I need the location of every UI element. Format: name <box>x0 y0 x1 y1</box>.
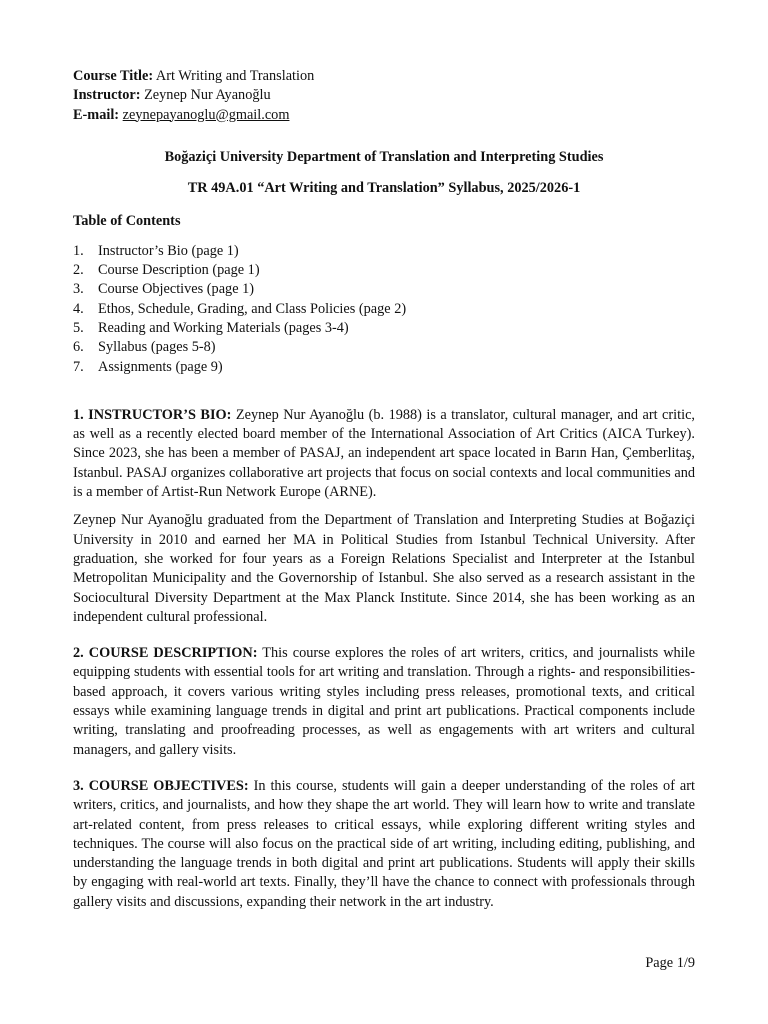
syllabus-title: TR 49A.01 “Art Writing and Translation” Syllabus, 2025/2026-1 <box>187 180 581 197</box>
department-heading: Boğaziçi University Department of Translation and Interpreting Studies <box>164 148 604 165</box>
toc-item-text: Course Description (page 1) <box>98 262 260 279</box>
toc-item-text: Ethos, Schedule, Grading, and Class Policies (page 2) <box>98 300 407 317</box>
toc-item-text: Instructor’s Bio (page 1) <box>98 242 239 259</box>
course-title-value: Art Writing and Translation <box>155 68 315 84</box>
toc-item <box>73 358 695 377</box>
course-title-label: Course Title: <box>73 68 154 84</box>
page-number: Page 1/9 <box>645 955 695 971</box>
toc-item <box>73 242 695 261</box>
bio-text: Zeynep Nur Ayanoğlu (b. 1988) is a translator, cultural manager, and art critic, as well as a recently elected board member of the International Association of Art Critics (AICA Turkey). Since 2023, she has been a member of PASAJ, an independent art space located in Barın Han, Çemberlitaş, Istanbul. PASAJ organizes collaborative art projects that focus on social contexts and local communities and is a member of Artist-Run Network Europe (ARNE). <box>73 406 695 501</box>
instructor-label: Instructor: <box>73 87 141 104</box>
instructor-value: Zeynep Nur Ayanoğlu <box>144 87 271 104</box>
toc-item <box>73 300 695 319</box>
toc-item-text: Assignments (page 9) <box>98 358 223 375</box>
toc-item-number: 2. <box>73 262 84 279</box>
toc-title: Table of Contents <box>73 213 181 230</box>
toc-item-number: 4. <box>73 300 84 317</box>
bio-heading: 1. INSTRUCTOR’S BIO: <box>73 406 232 423</box>
toc-item <box>73 261 695 280</box>
course-description-heading: 2. COURSE DESCRIPTION: <box>73 645 258 662</box>
toc-item-number: 6. <box>73 339 84 356</box>
email-line <box>73 106 695 125</box>
toc-item-number: 5. <box>73 319 84 336</box>
toc-item-text: Syllabus (pages 5-8) <box>98 339 216 356</box>
toc-item-number: 7. <box>73 358 84 375</box>
toc-item <box>73 319 695 338</box>
course-title-line <box>73 67 695 86</box>
course-objectives-text: In this course, students will gain a deeper understanding of the roles of art writers, critics, and journalists, and how they shape the art world. They will learn how to write and translate art-related content, from press releases to critical essays, while exploring different writing styles and techniques. The course will also focus on the practical side of art writing, including editing, publishing, and understanding the language trends in both digital and print art publications. Students will apply their skills by engaging with real-world art texts. Finally, they’ll have the chance to connect with professionals through gallery visits and discussions, expanding their network in the art industry. <box>73 777 696 910</box>
course-objectives-heading: 3. COURSE OBJECTIVES: <box>73 777 249 794</box>
course-description-text: This course explores the roles of art writers, critics, and journalists while equipping students with essential tools for art writing and translation. Through a rights- and responsibilities-based approach, it covers various writing styles including press releases, promotional texts, and critical essays while examining language trends in digital and print art publications. Practical components include writing, translating and proofreading processes, as well as engagements with art writers and cultural managers, and gallery visits. <box>73 645 695 758</box>
email-link[interactable]: zeynepayanoglu@gmail.com <box>122 106 290 123</box>
toc-item-text: Course Objectives (page 1) <box>98 281 255 298</box>
bio-paragraph-2: Zeynep Nur Ayanoğlu graduated from the Department of Translation and Interpreting Studies at Boğaziçi University in 2010 and earned her MA in Political Studies from Istanbul Technical University. After graduation, she worked for four years as a Foreign Relations Specialist and Interpreter at the Istanbul Metropolitan Municipality and the Governorship of Istanbul. She also served as a research assistant in the Sociocultural Diversity Department at the Max Planck Institute. Since 2014, she has been working as an independent cultural professional. <box>73 512 695 625</box>
email-label: E-mail: <box>73 106 120 123</box>
table-of-contents <box>73 242 695 377</box>
toc-item-number: 3. <box>73 281 84 298</box>
toc-item-number: 1. <box>73 242 84 259</box>
course-description-paragraph <box>73 644 695 760</box>
toc-item <box>73 338 695 357</box>
bio-paragraph <box>73 406 695 502</box>
toc-item-text: Reading and Working Materials (pages 3-4) <box>98 319 349 336</box>
instructor-line <box>73 86 695 105</box>
page-content <box>73 67 695 912</box>
course-objectives-paragraph <box>73 777 695 912</box>
toc-item <box>73 280 695 299</box>
